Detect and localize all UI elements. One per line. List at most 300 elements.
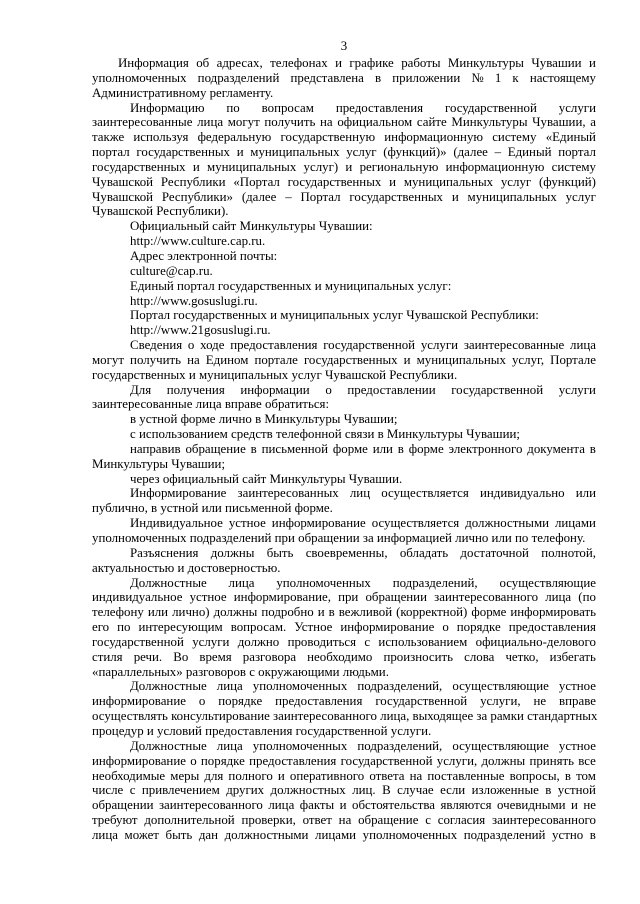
- word: адресах,: [216, 56, 263, 70]
- word: подробно: [261, 605, 314, 620]
- word: сайте: [416, 115, 447, 130]
- word: (по: [578, 590, 596, 605]
- word: устное: [558, 679, 596, 694]
- word: используя: [133, 130, 189, 145]
- word: полнотой,: [541, 545, 596, 560]
- word: должностных: [270, 783, 346, 798]
- word: принять: [529, 753, 575, 768]
- word: о: [198, 694, 206, 709]
- word: проводиться: [287, 634, 357, 649]
- text-line: [92, 635, 596, 650]
- text-line: [92, 71, 596, 86]
- word: уполномоченных: [276, 575, 371, 590]
- word: услуги: [192, 634, 230, 649]
- text-line: Адрес электронной почты:: [130, 248, 278, 263]
- word: направив: [130, 441, 181, 456]
- contact-method-item: [92, 442, 596, 472]
- word: с: [425, 813, 431, 828]
- word: обращении: [365, 590, 427, 605]
- word: и: [192, 159, 200, 174]
- text-line: Административному регламенту.: [92, 85, 274, 100]
- word: осуществлять: [92, 709, 168, 724]
- contact-method-item: [92, 472, 596, 487]
- word: если: [440, 783, 466, 798]
- word: Должностные: [130, 738, 207, 753]
- word: устное: [558, 738, 596, 753]
- text-line: [92, 605, 596, 620]
- word: должностными: [224, 827, 309, 842]
- word: порядке: [200, 753, 245, 768]
- text-line: в устной форме лично в Минкультуры Чувашии;: [130, 412, 398, 427]
- word: должны: [481, 753, 526, 768]
- word: по: [117, 620, 131, 635]
- text-line: Портал государственных и муниципальных услуг Чувашской Республики:: [130, 308, 539, 323]
- word: Информация: [118, 56, 189, 70]
- text-line: Официальный сайт Минкультуры Чувашии:: [130, 219, 373, 234]
- word: подразделений: [463, 827, 546, 842]
- word: оперативного: [289, 768, 365, 783]
- word: не: [533, 694, 547, 709]
- word: и: [451, 189, 459, 204]
- word: муниципальных: [250, 145, 340, 160]
- unified-portal-label: [92, 279, 596, 294]
- word: получить: [264, 115, 316, 130]
- paragraph-explanations-requirements: [92, 546, 596, 576]
- email-label: [92, 249, 596, 264]
- word: (корректной): [396, 605, 468, 620]
- word: и: [317, 605, 325, 620]
- word: его: [92, 620, 110, 635]
- word: государственных: [287, 174, 382, 189]
- regional-portal-url: [92, 323, 596, 338]
- word: привлечением: [141, 783, 220, 798]
- word: проверки,: [241, 813, 296, 828]
- text-line: уполномоченных подразделений при обращении за информацией лично или по телефону.: [92, 531, 586, 545]
- word: подразделений,: [392, 575, 478, 590]
- word: Чувашской: [92, 189, 154, 204]
- word: и: [589, 56, 596, 70]
- paragraph-information-sources: [92, 101, 596, 220]
- word: необходимые: [92, 768, 166, 783]
- word: «Портал: [233, 174, 280, 189]
- word: изложенные: [471, 783, 539, 798]
- word: лично): [172, 605, 210, 620]
- word: информационную: [445, 159, 545, 174]
- text-line: [92, 190, 596, 205]
- word: меры: [170, 768, 200, 783]
- word: систему: [551, 159, 596, 174]
- word: быть: [165, 827, 193, 842]
- word: своевременны,: [305, 545, 388, 560]
- word: Сведения: [130, 338, 183, 353]
- word: (функций): [539, 174, 596, 189]
- text-line: с использованием средств телефонной связи в Минкультуры Чувашии;: [130, 427, 520, 442]
- word: дополнительной: [144, 813, 235, 828]
- word: Портал: [300, 189, 341, 204]
- text-line: [92, 160, 596, 175]
- word: устной: [557, 783, 596, 798]
- word: заинтересованного: [158, 798, 263, 813]
- word: Должностные: [130, 575, 207, 590]
- word: государственной: [375, 694, 468, 709]
- text-line: [92, 101, 596, 116]
- word: порядке: [218, 694, 263, 709]
- word: стиля: [92, 649, 123, 664]
- word: предоставления: [230, 338, 318, 353]
- word: информирование: [92, 753, 186, 768]
- text-line: [92, 145, 596, 160]
- text-line: [92, 353, 596, 368]
- word: в: [589, 827, 596, 842]
- word: вправе: [559, 694, 596, 709]
- text-line: [92, 115, 596, 130]
- word: на: [187, 352, 200, 367]
- word: лица,: [380, 709, 410, 724]
- word: разговора: [242, 649, 297, 664]
- word: предоставления: [508, 620, 596, 635]
- regional-portal-label: [92, 308, 596, 323]
- word: Устное: [294, 620, 333, 635]
- word: –: [285, 189, 292, 204]
- word: вежливой: [338, 605, 393, 620]
- word: вопросам: [261, 100, 314, 115]
- word: полного: [228, 768, 273, 783]
- word: при: [338, 590, 359, 605]
- word: должно: [237, 634, 280, 649]
- word: Информирование: [130, 486, 227, 501]
- word: факты: [299, 798, 335, 813]
- word: №: [471, 70, 484, 85]
- paragraph-officials-restrictions: [92, 679, 596, 738]
- word: подразделений,: [357, 738, 443, 753]
- word: ходе: [200, 338, 225, 353]
- word: произносить: [383, 649, 454, 664]
- website-label: [92, 219, 596, 234]
- word: предоставления: [335, 100, 424, 115]
- word: на: [338, 813, 352, 828]
- word: приложении: [392, 70, 461, 85]
- word: «Единый: [545, 130, 596, 145]
- word: уполномоченных: [252, 679, 348, 694]
- text-line: через официальный сайт Минкультуры Чувашии.: [130, 471, 403, 486]
- word: лиц: [349, 486, 371, 501]
- word: и: [403, 352, 411, 367]
- word: предоставления: [249, 753, 337, 768]
- word: с: [364, 634, 371, 649]
- website-url: [92, 234, 596, 249]
- word: о: [442, 620, 449, 635]
- word: четко,: [505, 649, 539, 664]
- word: использованием: [378, 634, 468, 649]
- text-line: http://www.culture.cap.ru.: [130, 234, 266, 249]
- word: лица: [228, 575, 255, 590]
- word: предоставления: [275, 694, 363, 709]
- word: ответ: [302, 813, 332, 828]
- word: форме: [332, 441, 368, 456]
- word: необходимо: [307, 649, 373, 664]
- word: слова: [464, 649, 495, 664]
- word: Едином: [205, 352, 249, 367]
- word: являются: [440, 798, 492, 813]
- text-line: Чувашской Республики).: [92, 204, 229, 219]
- text-line: [92, 56, 596, 71]
- word: лицами: [554, 516, 596, 531]
- word: интересующим: [138, 620, 223, 635]
- word: портал: [558, 145, 596, 160]
- word: в: [589, 441, 596, 456]
- word: за: [476, 709, 488, 724]
- word: услуг): [303, 159, 339, 174]
- word: индивидуальное: [92, 590, 183, 605]
- word: могут: [92, 352, 124, 367]
- word: Чувашской: [92, 174, 154, 189]
- text-line: [92, 383, 596, 398]
- word: в: [564, 768, 571, 783]
- text-line: [92, 828, 596, 843]
- word: может: [124, 827, 159, 842]
- word: в: [545, 783, 552, 798]
- word: 1: [494, 70, 502, 85]
- text-line: [92, 546, 596, 561]
- word: официальном: [337, 115, 413, 130]
- text-line: [92, 338, 596, 353]
- unified-portal-url: [92, 294, 596, 309]
- paragraph-contact-methods-intro: [92, 383, 596, 413]
- word: и: [339, 798, 347, 813]
- word: обстоятельства: [352, 798, 436, 813]
- word: работы: [401, 56, 441, 70]
- word: муниципальных: [416, 352, 506, 367]
- word: государственной: [451, 382, 544, 397]
- word: Единый: [507, 145, 552, 160]
- word: или: [575, 486, 596, 501]
- word: случае: [397, 783, 434, 798]
- word: осуществляется: [371, 516, 460, 531]
- text-line: http://www.21gosuslugi.ru.: [130, 323, 271, 338]
- word: должностными: [465, 516, 549, 531]
- word: достаточной: [460, 545, 529, 560]
- word: настоящему: [529, 70, 596, 85]
- contact-method-item: [92, 412, 596, 427]
- word: информации: [240, 382, 310, 397]
- text-line: [92, 650, 596, 665]
- word: и: [335, 56, 342, 70]
- word: ответа: [369, 768, 405, 783]
- word: услуги: [558, 382, 596, 397]
- word: Должностные: [130, 679, 207, 694]
- text-line: [92, 798, 596, 813]
- word: получить: [130, 352, 181, 367]
- text-line: [92, 516, 596, 531]
- word: обращение: [185, 441, 246, 456]
- word: Индивидуальное: [130, 516, 223, 531]
- word: уполномоченных: [252, 738, 348, 753]
- word: государственных: [303, 352, 398, 367]
- word: электронного: [448, 441, 523, 456]
- word: телефонах: [270, 56, 328, 70]
- word: осуществляется: [381, 486, 469, 501]
- word: и: [345, 159, 353, 174]
- word: государственных: [136, 145, 231, 160]
- word: государственных: [92, 159, 186, 174]
- text-line: [92, 620, 596, 635]
- word: обращении: [92, 798, 154, 813]
- word: федеральную: [197, 130, 272, 145]
- word: и: [389, 174, 397, 189]
- word: услуг: [500, 174, 532, 189]
- text-line: публично, в устной или письменной форме.: [92, 501, 333, 516]
- word: форме: [408, 441, 444, 456]
- text-line: [92, 175, 596, 190]
- word: лица: [570, 338, 596, 353]
- text-line: заинтересованные лица вправе обратиться:: [92, 397, 330, 412]
- word: заинтересованного: [273, 709, 377, 724]
- document-body: [92, 56, 596, 843]
- word: могут: [227, 115, 260, 130]
- word: лица: [545, 590, 572, 605]
- word: лица: [216, 738, 243, 753]
- paragraph-progress-info: [92, 338, 596, 383]
- word: Для: [130, 382, 152, 397]
- word: заинтересованных: [237, 486, 339, 501]
- word: должны: [210, 545, 255, 560]
- word: для: [204, 768, 224, 783]
- word: телефону: [92, 605, 144, 620]
- text-line: [92, 709, 596, 724]
- text-line: culture@cap.ru.: [130, 263, 213, 278]
- word: также: [92, 130, 125, 145]
- word: лица: [92, 827, 118, 842]
- word: портал: [92, 145, 130, 160]
- word: а: [590, 115, 596, 130]
- word: заинтересованные: [92, 115, 193, 130]
- word: не: [583, 798, 596, 813]
- word: форме: [471, 605, 507, 620]
- page-number: 3: [340, 39, 348, 53]
- text-line: [92, 576, 596, 591]
- word: об: [196, 56, 210, 70]
- word: муниципальных: [467, 189, 557, 204]
- word: услуги,: [480, 694, 521, 709]
- word: информировать: [510, 605, 596, 620]
- paragraph-individual-oral-informing: [92, 516, 596, 546]
- word: письменной: [261, 441, 329, 456]
- word: Чувашии: [531, 56, 582, 70]
- paragraph-officials-response: [92, 739, 596, 843]
- word: порядке: [456, 620, 501, 635]
- word: устное: [189, 590, 227, 605]
- word: вопросы,: [509, 768, 560, 783]
- word: региональную: [359, 159, 439, 174]
- text-line: [92, 739, 596, 754]
- word: должны: [213, 605, 258, 620]
- text-line: Единый портал государственных и муниципальных услуг:: [130, 278, 452, 293]
- word: государственных: [349, 189, 443, 204]
- word: Республики: [160, 174, 226, 189]
- word: выходящее: [412, 709, 474, 724]
- word: на: [320, 115, 333, 130]
- word: получения: [166, 382, 225, 397]
- word: государственной: [92, 634, 184, 649]
- word: том: [576, 768, 596, 783]
- contact-method-item: [92, 427, 596, 442]
- word: уполномоченных: [362, 827, 458, 842]
- text-line: [92, 679, 596, 694]
- word: (далее: [241, 189, 277, 204]
- word: муниципальных: [403, 174, 494, 189]
- word: информационную: [384, 130, 484, 145]
- text-line: [92, 442, 596, 457]
- word: все: [578, 753, 596, 768]
- word: и: [236, 145, 244, 160]
- word: индивидуально: [479, 486, 565, 501]
- word: быть: [266, 545, 294, 560]
- word: о: [190, 753, 197, 768]
- word: услуги: [558, 100, 596, 115]
- paragraph-contact-info-reference: [92, 56, 596, 101]
- word: представлена: [290, 70, 364, 85]
- word: по: [226, 100, 240, 115]
- word: устное: [228, 516, 266, 531]
- word: на: [409, 768, 423, 783]
- word: числе: [92, 783, 124, 798]
- word: официально-делового: [475, 634, 596, 649]
- word: с: [129, 783, 136, 798]
- word: услуг,: [511, 352, 545, 367]
- word: вопросам.: [230, 620, 287, 635]
- word: Информацию: [130, 100, 205, 115]
- word: муниципальных: [207, 159, 297, 174]
- text-line: актуальностью и достоверностью.: [92, 560, 281, 575]
- word: Во: [173, 649, 189, 664]
- word: государственную: [280, 130, 376, 145]
- word: или: [372, 441, 393, 456]
- word: поставленные: [427, 768, 505, 783]
- word: подразделений,: [357, 679, 443, 694]
- word: консультирование: [171, 709, 270, 724]
- word: требуют: [92, 813, 138, 828]
- word: Минкультуры: [447, 56, 524, 70]
- word: лица: [216, 679, 243, 694]
- word: предоставлении: [347, 382, 436, 397]
- word: согласия: [437, 813, 486, 828]
- word: лицами: [315, 827, 357, 842]
- word: государственной: [323, 338, 416, 353]
- word: услуг: [565, 189, 596, 204]
- word: В: [382, 783, 391, 798]
- text-line: процедур и условий предоставления государственной услуги.: [92, 723, 432, 738]
- word: время: [199, 649, 232, 664]
- text-line: Минкультуры Чувашии;: [92, 456, 226, 471]
- word: обращение: [358, 813, 419, 828]
- word: Разъяснения: [130, 545, 199, 560]
- word: очевидными: [497, 798, 566, 813]
- word: (далее: [453, 145, 488, 160]
- text-line: «параллельных» разговоров с окружающими людьми.: [92, 664, 389, 679]
- text-line: [92, 486, 596, 501]
- word: графике: [349, 56, 394, 70]
- word: государственной: [444, 100, 537, 115]
- word: государственной: [340, 753, 433, 768]
- text-line: [92, 769, 596, 784]
- word: портале: [254, 352, 298, 367]
- word: –: [494, 145, 502, 160]
- paragraph-informing-forms: [92, 486, 596, 516]
- word: заинтересованного: [492, 813, 596, 828]
- text-line: [92, 813, 596, 828]
- word: избегать: [549, 649, 596, 664]
- paragraph-officials-duties: [92, 576, 596, 680]
